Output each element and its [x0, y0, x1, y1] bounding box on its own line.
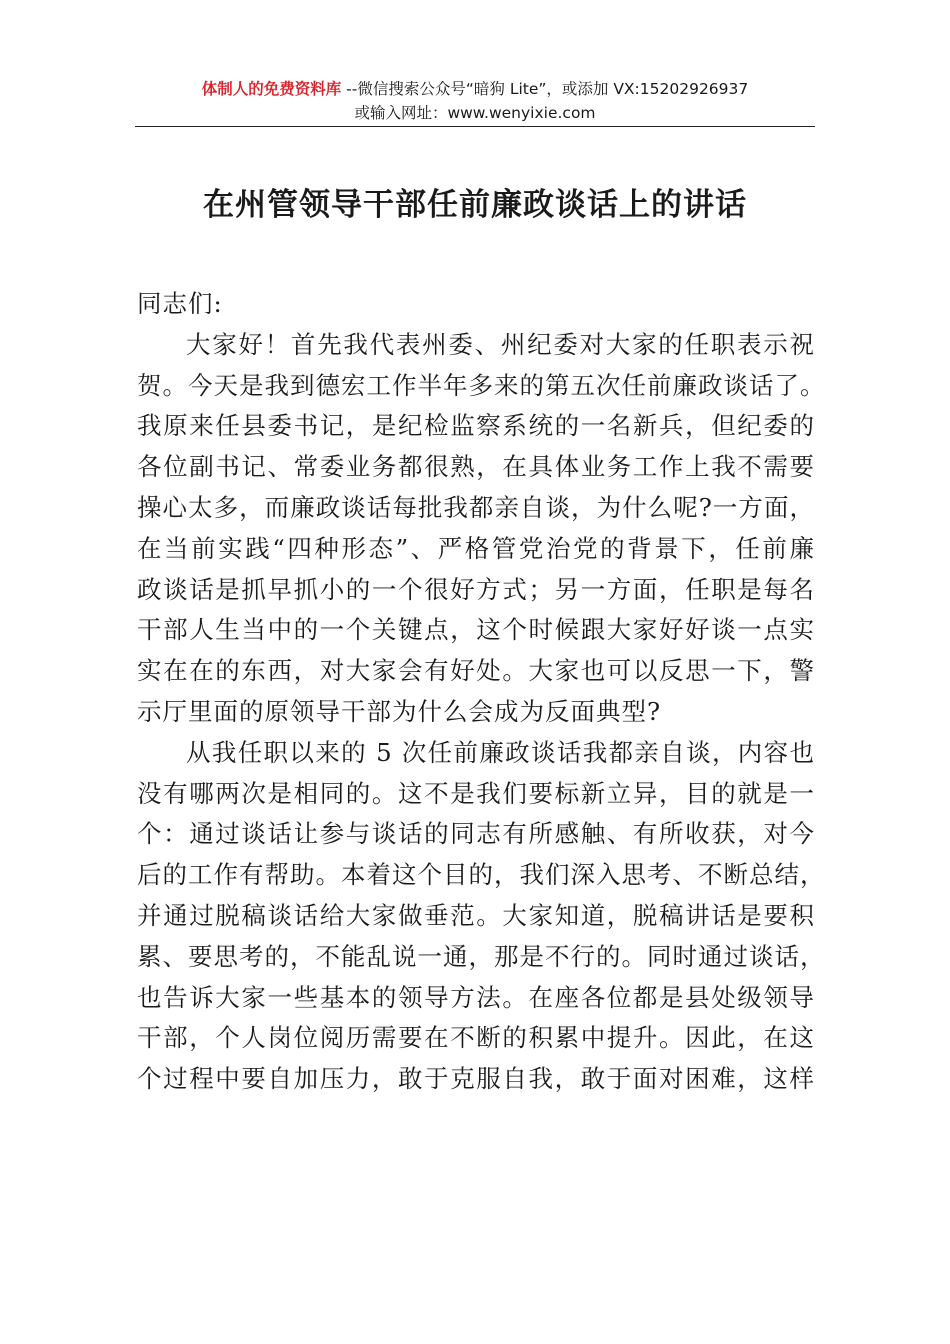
header-url-line: 或输入网址：www.wenyixie.com [354, 104, 596, 122]
paragraph-line: 从我任职以来的 5 次任前廉政谈话我都亲自谈，内容也 [186, 737, 815, 767]
paragraph-line: 也告诉大家一些基本的领导方法。在座各位都是县处级领导 [137, 982, 815, 1012]
paragraph-line: 累、要思考的，不能乱说一通，那是不行的。同时通过谈话， [137, 941, 826, 971]
paragraph-line: 实在在的东西，对大家会有好处。大家也可以反思一下，警 [137, 656, 815, 686]
header-promo: --微信搜索公众号“暗狗 Lite”，或添加 VX:15202926937 [341, 80, 749, 98]
paragraph-line: 干部人生当中的一个关键点，这个时候跟大家好好谈一点实 [137, 615, 815, 645]
header-divider [135, 126, 815, 127]
paragraphs [137, 325, 826, 1100]
salutation: 同志们: [137, 289, 223, 318]
paragraph-line: 贺。今天是我到德宏工作半年多来的第五次任前廉政谈话了。 [137, 370, 826, 400]
document-body [137, 284, 826, 1100]
paragraph-line: 干部，个人岗位阅历需要在不断的积累中提升。因此，在这 [137, 1023, 815, 1053]
paragraph-line: 大家好！首先我代表州委、州纪委对大家的任职表示祝 [186, 329, 815, 359]
paragraph-line: 个：通过谈话让参与谈话的同志有所感触、有所收获，对今 [137, 819, 815, 849]
paragraph-line: 后的工作有帮助。本着这个目的，我们深入思考、不断总结， [137, 860, 826, 890]
paragraph [137, 733, 826, 1100]
paragraph [137, 325, 826, 733]
header-brand: 体制人的免费资料库 [201, 80, 342, 98]
paragraph-line: 政谈话是抓早抓小的一个很好方式；另一方面，任职是每名 [137, 574, 815, 604]
paragraph-line: 各位副书记、常委业务都很熟，在具体业务工作上我不需要 [137, 452, 815, 482]
paragraph-line: 个过程中要自加压力，敢于克服自我，敢于面对困难，这样 [137, 1064, 815, 1094]
paragraph-line: 操心太多，而廉政谈话每批我都亲自谈，为什么呢?一方面， [137, 492, 815, 522]
paragraph-line: 示厅里面的原领导干部为什么会成为反面典型? [137, 696, 662, 726]
paragraph-line: 并通过脱稿谈话给大家做垂范。大家知道，脱稿讲话是要积 [137, 900, 815, 930]
header-promo-line [135, 76, 815, 102]
document-title: 在州管领导干部任前廉政谈话上的讲话 [203, 187, 747, 223]
paragraph-line: 在当前实践“四种形态”、严格管党治党的背景下，任前廉 [137, 533, 815, 563]
paragraph-line: 没有哪两次是相同的。这不是我们要标新立异，目的就是一 [137, 778, 815, 808]
page-header [135, 76, 815, 124]
paragraph-line: 我原来任县委书记，是纪检监察系统的一名新兵，但纪委的 [137, 411, 815, 441]
